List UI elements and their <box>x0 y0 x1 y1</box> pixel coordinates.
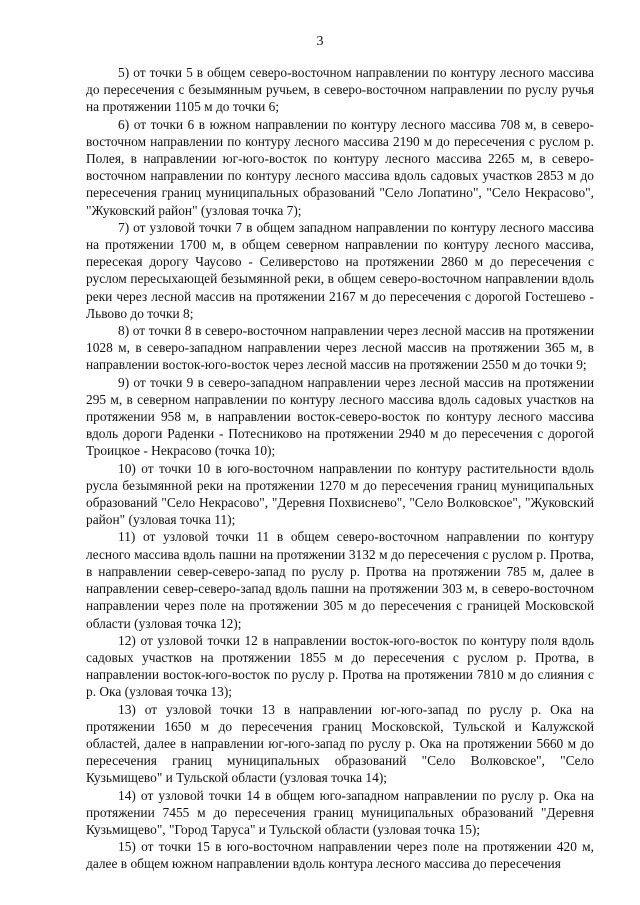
paragraph-point-9: 9) от точки 9 в северо-западном направлении через лесной массив на протяжении 295 м, в северном направлении по контуру лесного массива вдоль садовых участков на протяжении 958 м, в направлении восток-северо-восток по контуру лесного массива вдоль дороги Раденки - Потесниково на протяжении 2940 м до пересечения с дорогой Троицкое - Некрасово (точка 10); <box>86 374 594 459</box>
paragraph-point-8: 8) от точки 8 в северо-восточном направлении через лесной массив на протяжении 1028 м, в северо-западном направлении через лесной массив на протяжении 365 м, в направлении восток-юго-восток через лесной массив на протяжении 2550 м до точки 9; <box>86 323 594 373</box>
paragraph-point-7: 7) от узловой точки 7 в общем западном направлении по контуру лесного массива на протяжении 1700 м, в общем северном направлении по контуру лесного массива, пересекая дорогу Чаусово - Селиверстово на протяжении 2860 м до пересечения с руслом пересыхающей безымянной реки, в общем северо-восточном направлении вдоль реки через лесной массив на протяжении 2167 м до пересечения с дорогой Гостешево - Львово до точки 8; <box>86 219 594 321</box>
document-body <box>86 64 594 873</box>
paragraph-point-6: 6) от точки 6 в южном направлении по контуру лесного массива 708 м, в северо-восточном направлении по контуру лесного массива 2190 м до пересечения с руслом р. Полея, в направлении юг-юго-восток по контуру лесного массива 2265 м, в северо-восточном направлении по контуру лесного массива вдоль садовых участков 2853 м до пересечения границ муниципальных образований "Село Лопатино", "Село Некрасово", "Жуковский район" (узловая точка 7); <box>86 116 594 218</box>
paragraph-point-15: 15) от точки 15 в юго-восточном направлении через поле на протяжении 420 м, далее в общем южном направлении вдоль контура лесного массива до пересечения <box>86 839 594 872</box>
paragraph-point-14: 14) от узловой точки 14 в общем юго-западном направлении по руслу р. Ока на протяжении 7455 м до пересечения границ муниципальных образований "Деревня Кузьмищево", "Город Таруса" и Тульской области (узловая точка 15); <box>86 787 594 837</box>
page-number: 3 <box>316 34 324 49</box>
paragraph-point-13: 13) от узловой точки 13 в направлении юг-юго-запад по руслу р. Ока на протяжении 1650 м до пересечения границ Московской, Тульской и Калужской областей, далее в направлении юг-юго-запад по руслу р. Ока на протяжении 5660 м до пересечения границ муниципальных образований "Село Волковское", "Село Кузьмищево" и Тульской области (узловая точка 14); <box>86 701 594 786</box>
paragraph-point-10: 10) от точки 10 в юго-восточном направлении по контуру растительности вдоль русла безымянной реки на протяжении 1270 м до пересечения границ муниципальных образований "Село Некрасово", "Деревня Похвиснево", "Село Волковское", "Жуковский район" (узловая точка 11); <box>86 460 594 528</box>
paragraph-point-12: 12) от узловой точки 12 в направлении восток-юго-восток по контуру поля вдоль садовых участков на протяжении 1855 м до пересечения с руслом р. Протва, в направлении восток-юго-восток по руслу р. Протва на протяжении 7810 м до слияния с р. Ока (узловая точка 13); <box>86 632 594 700</box>
paragraph-point-5: 5) от точки 5 в общем северо-восточном направлении по контуру лесного массива до пересечения с безымянным ручьем, в северо-восточном направлении по руслу ручья на протяжении 1105 м до точки 6; <box>86 65 594 115</box>
paragraph-point-11: 11) от узловой точки 11 в общем северо-восточном направлении по контуру лесного массива вдоль пашни на протяжении 3132 м до пересечения с руслом р. Протва, в направлении север-северо-запад по руслу р. Протва на протяжении 785 м, далее в направлении север-северо-запад вдоль пашни на протяжении 303 м, в северо-восточном направлении через поле на протяжении 305 м до пересечения с границей Московской области (узловая точка 12); <box>86 529 594 631</box>
